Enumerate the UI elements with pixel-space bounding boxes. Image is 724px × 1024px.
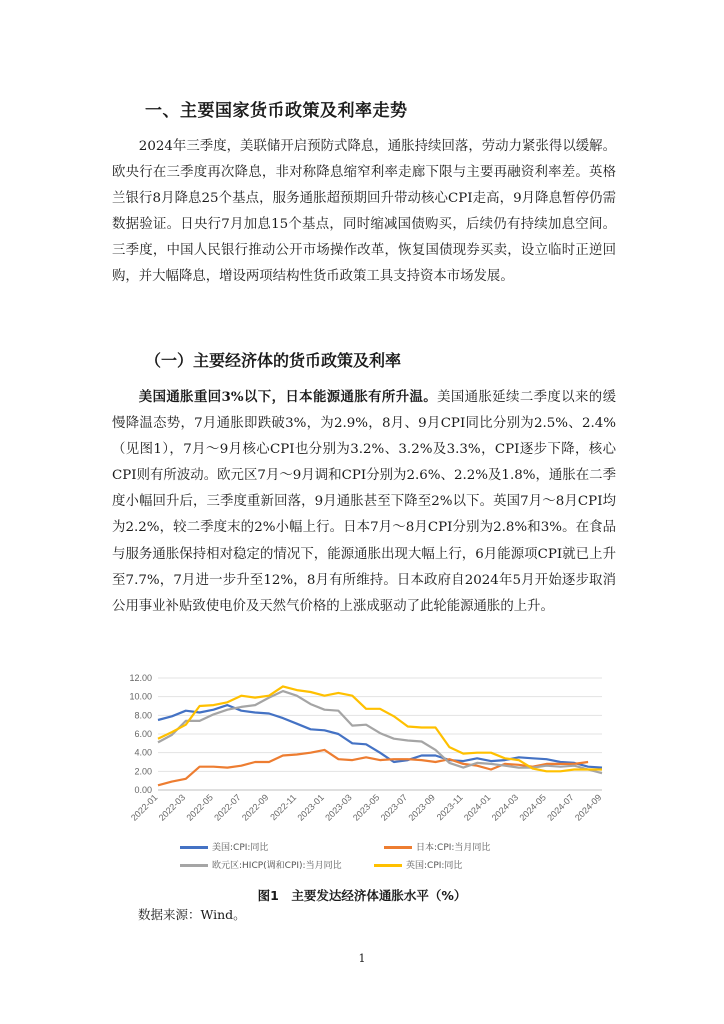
inflation-line-chart (110, 668, 610, 840)
x-tick-label: 2022-05 (184, 792, 215, 823)
legend-swatch-us (180, 846, 208, 849)
legend-item-eurozone (180, 858, 342, 871)
y-tick-label: 2.00 (134, 766, 152, 777)
y-tick-label: 10.00 (129, 691, 152, 702)
x-tick-label: 2023-09 (406, 792, 437, 823)
x-tick-label: 2024-01 (461, 792, 493, 823)
legend-swatch-eurozone (180, 864, 208, 867)
x-tick-label: 2024-05 (517, 792, 548, 823)
series-line-0 (158, 705, 602, 768)
x-tick-label: 2023-03 (323, 792, 354, 823)
x-tick-label: 2024-07 (545, 792, 576, 823)
y-tick-label: 6.00 (134, 729, 152, 739)
x-tick-label: 2022-09 (239, 792, 271, 823)
chart-x-ticks (129, 792, 603, 822)
figure-caption: 图1 主要发达经济体通胀水平（%） (257, 888, 467, 903)
legend-label-uk: 英国:CPI:同比 (406, 861, 463, 871)
legend-item-us (180, 840, 268, 853)
legend-item-japan (384, 840, 490, 853)
x-tick-label: 2023-07 (378, 792, 410, 823)
legend-label-us: 美国:CPI:同比 (212, 843, 269, 853)
page-number: 1 (358, 952, 366, 965)
legend-label-eurozone: 欧元区:HICP(调和CPI):当月同比 (212, 861, 342, 871)
x-tick-label: 2022-11 (268, 792, 299, 823)
y-tick-label: 8.00 (134, 710, 152, 721)
subsection-title: （一）主要经济体的货币政策及利率 (145, 351, 402, 370)
data-source: 数据来源：Wind。 (138, 907, 246, 922)
paragraph-1: 2024年三季度，美联储开启预防式降息，通胀持续回落，劳动力紧张得以缓解。欧央行在三季度再次降息，非对称降息缩窄利率走廊下限与主要再融资利率差。英格兰银行8月降息25个基点，服务通胀超预期回升带动核心CPI走高，9月降息暂停仍需数据验证。日央行7月加息15个基点，同时缩减国债购买，后续仍有持续加息空间。三季度，中国人民银行推动公开市场操作改革，恢复国债现券买卖，设立临时正逆回购，并大幅降息，增设两项结构性货币政策工具支持资本市场发展。 (112, 139, 616, 285)
x-tick-label: 2022-07 (212, 792, 243, 823)
legend-label-japan: 日本:CPI:当月同比 (416, 843, 491, 853)
x-tick-label: 2023-01 (295, 792, 326, 823)
y-tick-label: 0.00 (134, 785, 152, 795)
paragraph-2-lead: 美国通胀重回3%以下，日本能源通胀有所升温。 (138, 389, 438, 405)
x-tick-label: 2022-01 (128, 792, 160, 823)
y-tick-label: 12.00 (129, 673, 152, 683)
legend-item-uk (374, 858, 462, 871)
paragraph-2-body: 美国通胀延续二季度以来的缓慢降温态势，7月通胀即跌破3%，为2.9%，8月、9月CPI同比分别为2.5%、2.4%（见图1），7月～9月核心CPI也分别为3.2%、3.2%及3.3%，CPI逐步下降，核心CPI则有所波动。欧元区7月～9月调和CPI分别为2.6%、2.2%及1.8%，通胀在二季度小幅回升后，三季度重新回落，9月通胀甚至下降至2%以下。英国7月～8月CPI均为2.2%，较二季度末的2%小幅上行。日本7月～8月CPI分别为2.8%和3%。在食品与服务通胀保持相对稳定的情况下，能源通胀出现大幅上行，6月能源项CPI就已上升至7.7%，7月进一步升至12%，8月有所维持。日本政府自2024年5月开始逐步取消公用事业补贴致使电价及天然气价格的上涨成驱动了此轮能源通胀的上升。 (112, 390, 616, 614)
chart-y-ticks (129, 673, 152, 795)
chart-series-lines (158, 686, 602, 785)
x-tick-label: 2024-03 (489, 792, 521, 823)
section-title: 一、主要国家货币政策及利率走势 (145, 101, 408, 121)
paragraph-2 (112, 384, 616, 620)
x-tick-label: 2023-11 (434, 792, 465, 823)
y-tick-label: 4.00 (134, 747, 152, 758)
x-tick-label: 2022-03 (156, 792, 188, 823)
legend-swatch-japan (384, 846, 412, 849)
x-tick-label: 2024-09 (572, 792, 604, 823)
x-tick-label: 2023-05 (350, 792, 382, 823)
legend-swatch-uk (374, 864, 402, 867)
